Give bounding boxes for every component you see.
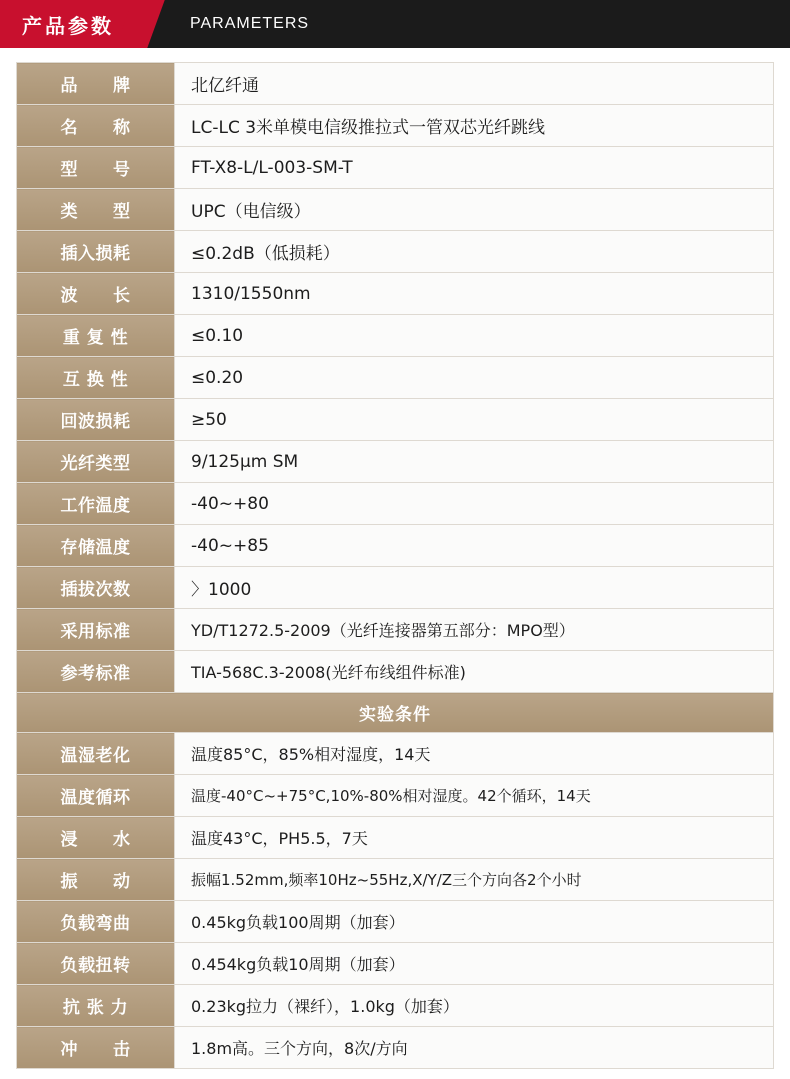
table-row [17, 273, 774, 315]
page-header [0, 0, 790, 48]
row-value: 〉1000 [175, 567, 774, 609]
row-value: ≤0.10 [175, 315, 774, 357]
section-title: 实验条件 [17, 693, 774, 733]
table-row [17, 147, 774, 189]
table-row [17, 859, 774, 901]
row-label: 负载扭转 [17, 943, 175, 985]
row-label: 型 号 [17, 147, 175, 189]
table-row [17, 567, 774, 609]
table-row [17, 775, 774, 817]
header-title-en: PARAMETERS [190, 15, 310, 32]
section-header-row [17, 693, 774, 733]
row-label: 采用标准 [17, 609, 175, 651]
row-label: 浸 水 [17, 817, 175, 859]
spec-table [16, 62, 774, 1069]
row-label: 冲 击 [17, 1027, 175, 1069]
table-row [17, 315, 774, 357]
row-label: 插拔次数 [17, 567, 175, 609]
row-label: 温度循环 [17, 775, 175, 817]
table-row [17, 483, 774, 525]
table-row [17, 901, 774, 943]
row-value: 北亿纤通 [175, 63, 774, 105]
row-label: 波 长 [17, 273, 175, 315]
row-value: LC-LC 3米单模电信级推拉式一管双芯光纤跳线 [175, 105, 774, 147]
row-label: 负载弯曲 [17, 901, 175, 943]
spec-table-container [0, 48, 790, 1069]
row-value: 温度-40°C~+75°C,10%-80%相对湿度。42个循环，14天 [175, 775, 774, 817]
row-value: 1310/1550nm [175, 273, 774, 315]
row-label: 工作温度 [17, 483, 175, 525]
row-label: 回波损耗 [17, 399, 175, 441]
header-title-cn: 产品参数 [0, 0, 140, 48]
table-row [17, 733, 774, 775]
row-label: 名 称 [17, 105, 175, 147]
row-value: -40~+85 [175, 525, 774, 567]
row-label: 品 牌 [17, 63, 175, 105]
row-value: -40~+80 [175, 483, 774, 525]
row-value: ≤0.20 [175, 357, 774, 399]
row-value: YD/T1272.5-2009（光纤连接器第五部分：MPO型） [175, 609, 774, 651]
row-value: 温度43°C，PH5.5，7天 [175, 817, 774, 859]
table-row [17, 357, 774, 399]
row-label: 振 动 [17, 859, 175, 901]
table-row [17, 985, 774, 1027]
table-row [17, 609, 774, 651]
row-label: 存储温度 [17, 525, 175, 567]
table-row [17, 651, 774, 693]
row-value: UPC（电信级） [175, 189, 774, 231]
table-row [17, 441, 774, 483]
row-label: 类 型 [17, 189, 175, 231]
row-value: TIA-568C.3-2008(光纤布线组件标准) [175, 651, 774, 693]
row-label: 温湿老化 [17, 733, 175, 775]
row-value: 0.454kg负载10周期（加套） [175, 943, 774, 985]
row-value: 振幅1.52mm,频率10Hz~55Hz,X/Y/Z三个方向各2个小时 [175, 859, 774, 901]
row-value: FT-X8-L/L-003-SM-T [175, 147, 774, 189]
table-row [17, 817, 774, 859]
row-value: ≤0.2dB（低损耗） [175, 231, 774, 273]
row-label: 重 复 性 [17, 315, 175, 357]
row-value: 9/125μm SM [175, 441, 774, 483]
table-row [17, 105, 774, 147]
row-value: 温度85°C，85%相对湿度，14天 [175, 733, 774, 775]
spec-table-body [17, 63, 774, 1069]
row-value: ≥50 [175, 399, 774, 441]
row-label: 互 换 性 [17, 357, 175, 399]
row-value: 0.45kg负载100周期（加套） [175, 901, 774, 943]
table-row [17, 399, 774, 441]
table-row [17, 231, 774, 273]
row-label: 光纤类型 [17, 441, 175, 483]
row-label: 插入损耗 [17, 231, 175, 273]
row-value: 0.23kg拉力（裸纤），1.0kg（加套） [175, 985, 774, 1027]
row-label: 抗 张 力 [17, 985, 175, 1027]
row-value: 1.8m高。三个方向，8次/方向 [175, 1027, 774, 1069]
table-row [17, 943, 774, 985]
table-row [17, 525, 774, 567]
row-label: 参考标准 [17, 651, 175, 693]
table-row [17, 189, 774, 231]
table-row [17, 63, 774, 105]
table-row [17, 1027, 774, 1069]
